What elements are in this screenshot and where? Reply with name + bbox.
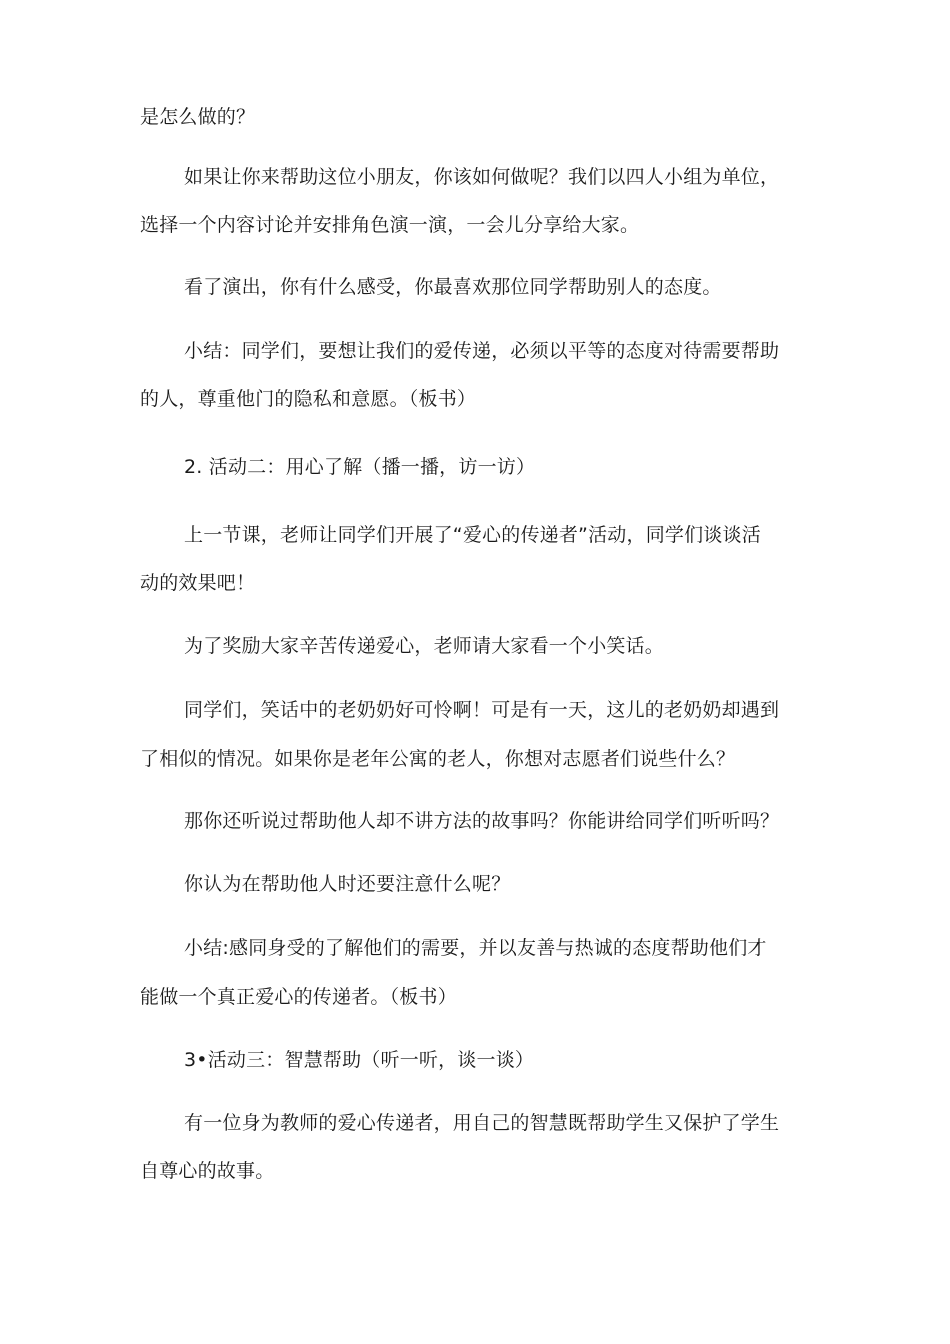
text-line: 的人，尊重他门的隐私和意愿。（板书） [140,388,477,410]
text-line: 小结：同学们，要想让我们的爱传递，必须以平等的态度对待需要帮助 [184,340,780,362]
text-line: 选择一个内容讨论并安排角色演一演，一会儿分享给大家。 [140,214,640,236]
text-line: 自尊心的故事。 [140,1160,275,1182]
text-line: 小结:感同身受的了解他们的需要，并以友善与热诚的态度帮助他们才 [184,937,767,959]
text-line: 那你还听说过帮助他人却不讲方法的故事吗？你能讲给同学们听听吗？ [184,810,780,832]
text-line: 你认为在帮助他人时还要注意什么呢？ [184,873,511,895]
text-line: 如果让你来帮助这位小朋友，你该如何做呢？我们以四人小组为单位， [184,166,780,188]
section-heading: 3•活动三：智慧帮助（听一听，谈一谈） [184,1049,535,1071]
text-line: 动的效果吧！ [140,572,256,594]
section-heading: 2. 活动二：用心了解（播一播，访一访） [184,456,536,478]
text-line: 为了奖励大家辛苦传递爱心，老师请大家看一个小笑话。 [184,635,665,657]
text-line: 了相似的情况。如果你是老年公寓的老人，你想对志愿者们说些什么？ [140,748,736,770]
text-line: 同学们，笑话中的老奶奶好可怜啊！可是有一天，这儿的老奶奶却遇到 [184,699,780,721]
text-line: 有一位身为教师的爱心传递者，用自己的智慧既帮助学生又保护了学生 [184,1112,780,1134]
text-line: 能做一个真正爱心的传递者。（板书） [140,986,457,1008]
text-line: 上一节课，老师让同学们开展了“爱心的传递者”活动，同学们谈谈活 [184,524,761,546]
text-line: 看了演出，你有什么感受，你最喜欢那位同学帮助别人的态度。 [184,276,722,298]
text-line: 是怎么做的？ [140,106,256,128]
